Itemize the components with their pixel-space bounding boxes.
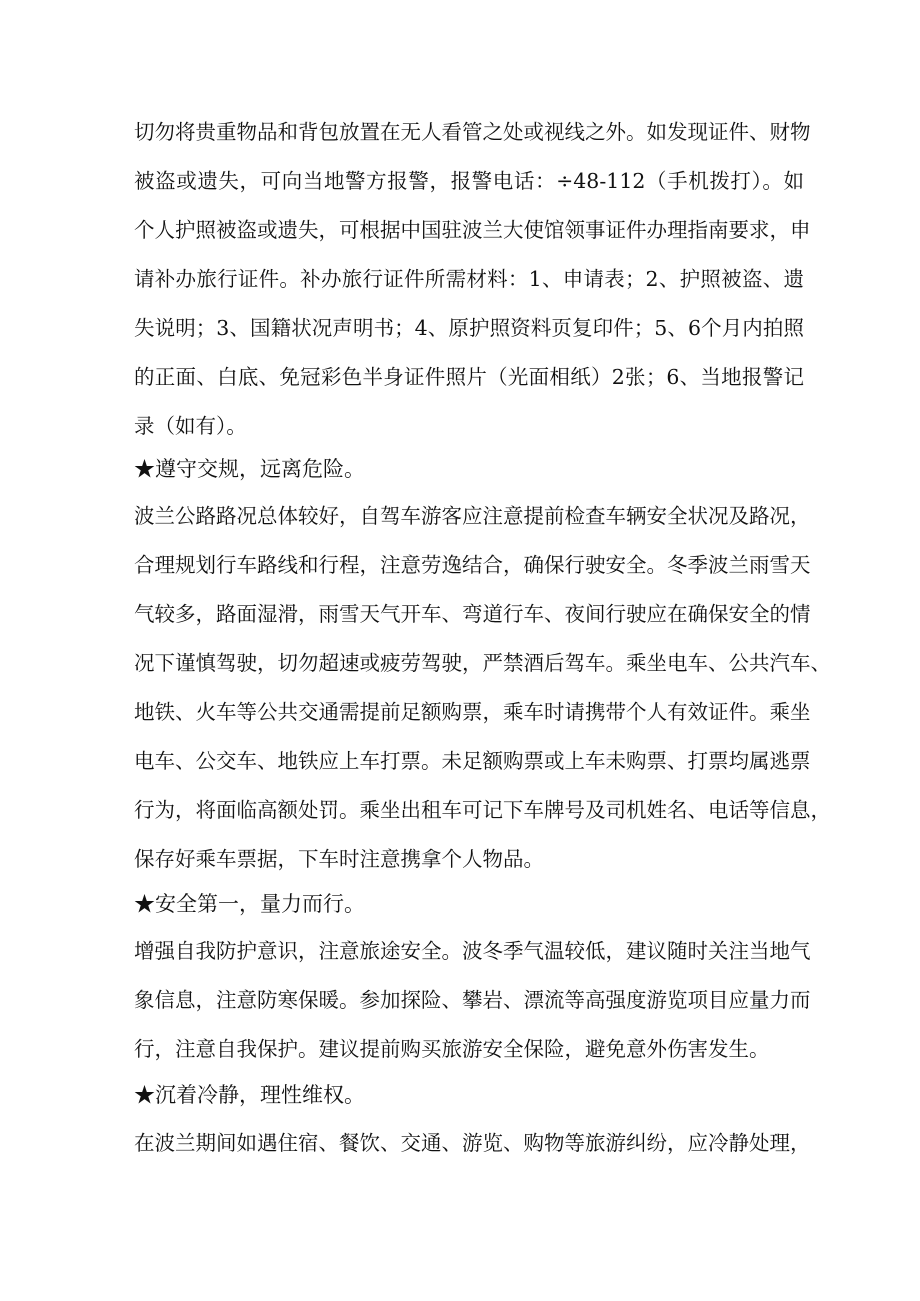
section-heading-rights: ★沉着冷静，理性维权。 <box>134 1083 365 1107</box>
section-heading-traffic: ★遵守交规，远离危险。 <box>134 457 365 481</box>
paragraph-2-line-2: 合理规划行车路线和行程，注意劳逸结合，确保行驶安全。冬季波兰雨雪天 <box>134 553 811 577</box>
paragraph-2-line-5: 地铁、火车等公共交通需提前足额购票，乘车时请携带个人有效证件。乘坐 <box>134 700 811 724</box>
paragraph-3-line-2: 象信息，注意防寒保暖。参加探险、攀岩、漂流等高强度游览项目应量力而 <box>134 988 811 1012</box>
paragraph-1-line-2: 被盗或遗失，可向当地警方报警，报警电话：÷48-112（手机拨打）。如 <box>134 169 804 193</box>
paragraph-1-line-4: 请补办旅行证件。补办旅行证件所需材料：1、申请表；2、护照被盗、遗 <box>134 267 804 291</box>
section-heading-safety: ★安全第一，量力而行。 <box>134 892 365 916</box>
paragraph-2-line-8: 保存好乘车票据，下车时注意携拿个人物品。 <box>134 847 544 871</box>
paragraph-1-line-3: 个人护照被盗或遗失，可根据中国驻波兰大使馆领事证件办理指南要求，申 <box>134 218 811 242</box>
paragraph-2-line-7: 行为，将面临高额处罚。乘坐出租车可记下车牌号及司机姓名、电话等信息， <box>134 798 831 822</box>
paragraph-1-line-1: 切勿将贵重物品和背包放置在无人看管之处或视线之外。如发现证件、财物 <box>134 120 811 144</box>
paragraph-2-line-6: 电车、公交车、地铁应上车打票。未足额购票或上车未购票、打票均属逃票 <box>134 749 811 773</box>
paragraph-2-line-1: 波兰公路路况总体较好，自驾车游客应注意提前检查车辆安全状况及路况， <box>134 504 811 528</box>
paragraph-4-line-1: 在波兰期间如遇住宿、餐饮、交通、游览、购物等旅游纠纷，应冷静处理， <box>134 1131 811 1155</box>
paragraph-1-line-6: 的正面、白底、免冠彩色半身证件照片（光面相纸）2张；6、当地报警记 <box>134 365 804 389</box>
paragraph-1-line-5: 失说明；3、国籍状况声明书；4、原护照资料页复印件；5、6个月内拍照 <box>134 316 804 340</box>
paragraph-3-line-3: 行，注意自我保护。建议提前购买旅游安全保险，避免意外伤害发生。 <box>134 1037 770 1061</box>
paragraph-3-line-1: 增强自我防护意识，注意旅途安全。波冬季气温较低，建议随时关注当地气 <box>134 939 811 963</box>
paragraph-2-line-3: 气较多，路面湿滑，雨雪天气开车、弯道行车、夜间行驶应在确保安全的情 <box>134 602 811 626</box>
paragraph-1-line-7: 录（如有）。 <box>134 414 247 438</box>
paragraph-2-line-4: 况下谨慎驾驶，切勿超速或疲劳驾驶，严禁酒后驾车。乘坐电车、公共汽车、 <box>134 651 831 675</box>
